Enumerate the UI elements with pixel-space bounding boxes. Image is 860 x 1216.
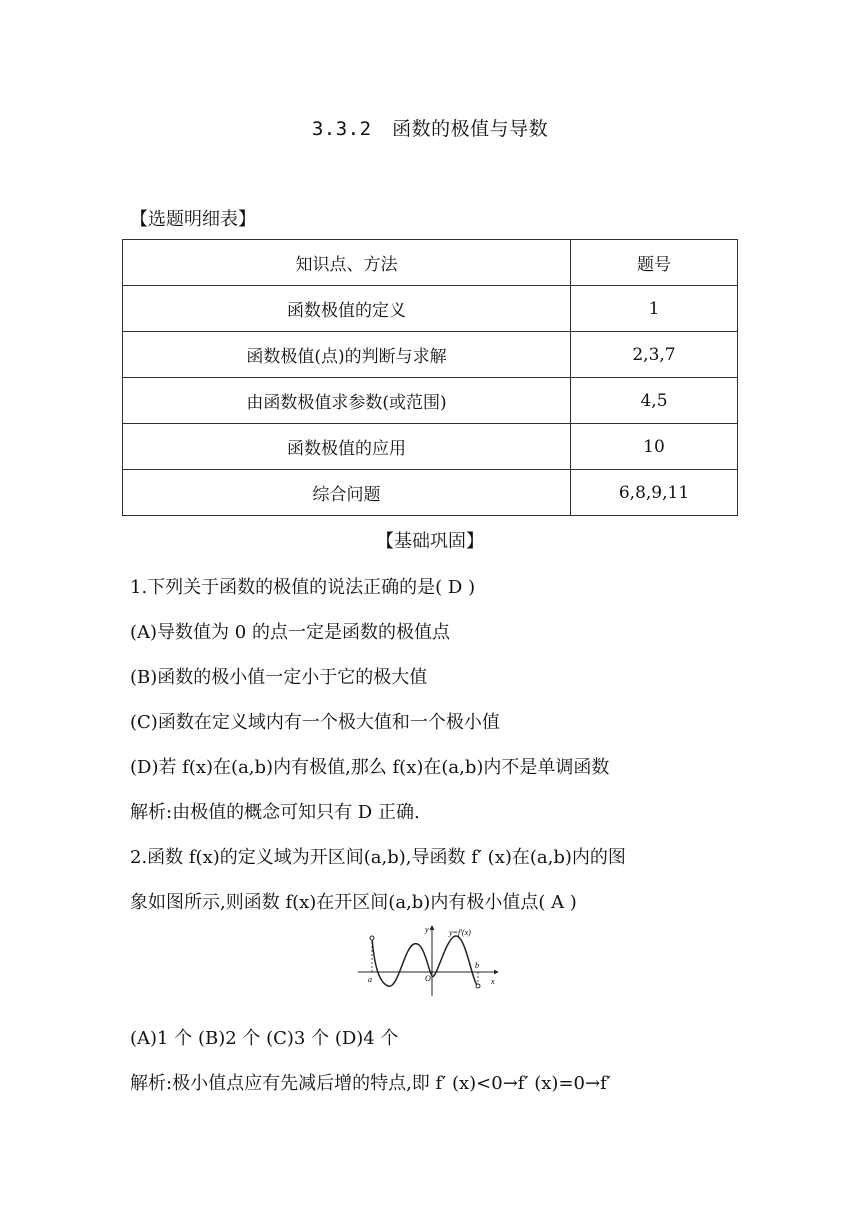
- question-2-stem-line1: 2.函数 f(x)的定义域为开区间(a,b),导函数 f′ (x)在(a,b)内的图: [130, 847, 626, 868]
- b-label: b: [475, 961, 479, 970]
- table-cell: 函数极值的定义: [123, 286, 571, 332]
- derivative-graph: [356, 922, 506, 998]
- table-row: [123, 378, 738, 424]
- y-axis-label: y: [425, 925, 429, 934]
- table-row: [123, 286, 738, 332]
- table-row: [123, 332, 738, 378]
- question-1-option-b: (B)函数的极小值一定小于它的极大值: [130, 667, 428, 688]
- open-endpoint-b: [476, 984, 480, 988]
- table-row: [123, 424, 738, 470]
- table-cell: 函数极值的应用: [123, 424, 571, 470]
- question-2-options: (A)1 个 (B)2 个 (C)3 个 (D)4 个: [130, 1028, 399, 1049]
- question-1-analysis: 解析:由极值的概念可知只有 D 正确.: [130, 802, 420, 823]
- table-cell: 函数极值(点)的判断与求解: [123, 332, 571, 378]
- question-1-option-c: (C)函数在定义域内有一个极大值和一个极小值: [130, 712, 500, 733]
- a-label: a: [368, 975, 372, 984]
- table-header: 知识点、方法: [123, 240, 571, 286]
- table-caption: 【选题明细表】: [130, 209, 256, 230]
- table-header: 题号: [571, 240, 738, 286]
- page-title: [0, 114, 860, 141]
- origin-label: O: [425, 974, 431, 983]
- table-header-row: [123, 240, 738, 286]
- table-cell: 4,5: [571, 378, 738, 424]
- x-axis-label: x: [491, 977, 495, 986]
- question-1-stem: 1.下列关于函数的极值的说法正确的是( D ): [130, 577, 476, 598]
- table-row: [123, 470, 738, 516]
- curve-label: y=f′(x): [449, 928, 471, 937]
- table-cell: 综合问题: [123, 470, 571, 516]
- table-cell: 6,8,9,11: [571, 470, 738, 516]
- question-2-stem-line2: 象如图所示,则函数 f(x)在开区间(a,b)内有极小值点( A ): [130, 892, 577, 913]
- section-heading: 【基础巩固】: [376, 531, 484, 552]
- question-2-analysis: 解析:极小值点应有先减后增的特点,即 f′ (x)<0→f′ (x)=0→f′: [130, 1073, 611, 1094]
- section-number: 3.3.2: [311, 118, 372, 140]
- title-text: 函数的极值与导数: [392, 118, 549, 140]
- topic-table: [122, 239, 738, 516]
- table-cell: 10: [571, 424, 738, 470]
- table-cell: 1: [571, 286, 738, 332]
- question-1-option-d: (D)若 f(x)在(a,b)内有极值,那么 f(x)在(a,b)内不是单调函数: [130, 757, 610, 778]
- table-cell: 由函数极值求参数(或范围): [123, 378, 571, 424]
- question-1-option-a: (A)导数值为 0 的点一定是函数的极值点: [130, 622, 450, 643]
- table-cell: 2,3,7: [571, 332, 738, 378]
- open-endpoint-a: [370, 936, 374, 940]
